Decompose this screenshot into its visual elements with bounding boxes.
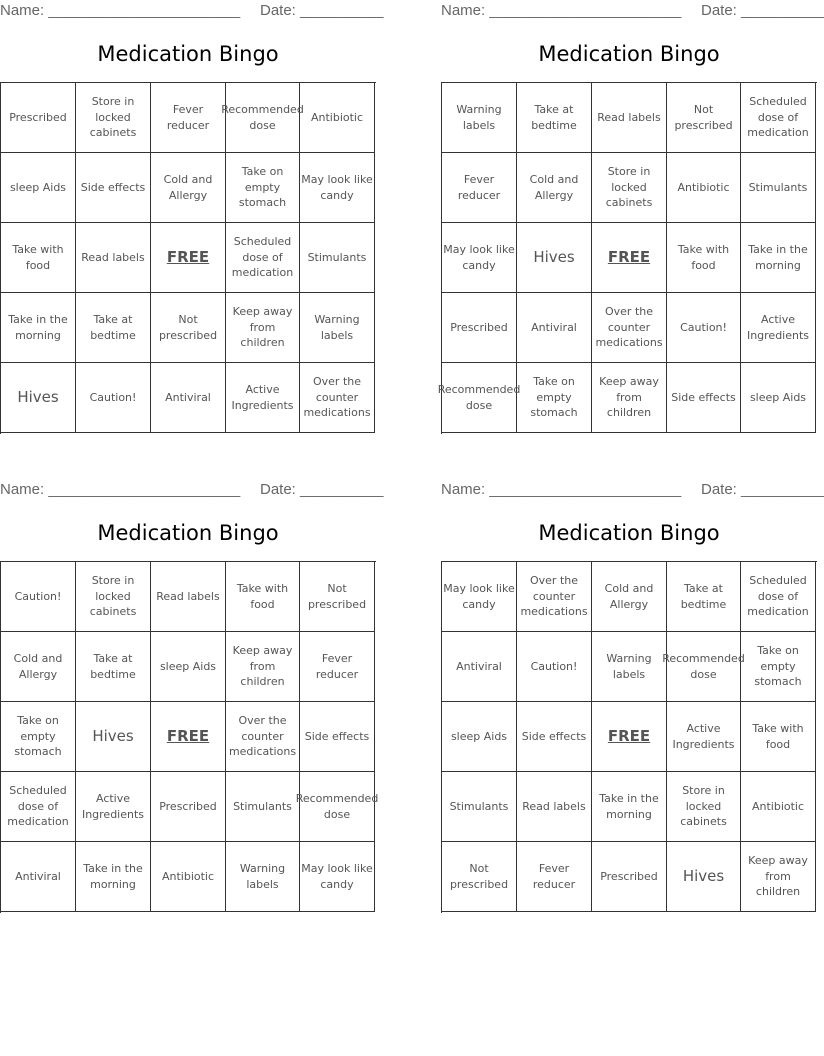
bingo-cell: Read labels	[517, 772, 592, 842]
bingo-cell: Recommended dose	[667, 632, 741, 702]
bingo-cell: Fever reducer	[300, 632, 375, 702]
bingo-cell: Stimulants	[300, 223, 375, 293]
bingo-cell: Take on empty stomach	[226, 153, 300, 223]
bingo-cell: Warning labels	[300, 293, 375, 363]
bingo-cell: Caution!	[1, 562, 76, 632]
bingo-cell: Take with food	[741, 702, 816, 772]
bingo-cell: Take at bedtime	[76, 293, 151, 363]
free-space: FREE	[592, 702, 667, 772]
bingo-cell: Antiviral	[151, 363, 226, 433]
bingo-card-3	[0, 479, 384, 913]
bingo-cell: Keep away from children	[226, 632, 300, 702]
bingo-cell: Not prescribed	[151, 293, 226, 363]
bingo-cell: Prescribed	[592, 842, 667, 912]
bingo-cell: Read labels	[592, 83, 667, 153]
bingo-cell: May look like candy	[300, 842, 375, 912]
bingo-cell: Side effects	[76, 153, 151, 223]
date-line: Date: __________	[260, 2, 384, 19]
bingo-cell: Antiviral	[1, 842, 76, 912]
card-title: Medication Bingo	[538, 521, 720, 545]
bingo-cell: Caution!	[667, 293, 741, 363]
bingo-cell: Hives	[76, 702, 151, 772]
bingo-cell: Keep away from children	[592, 363, 667, 433]
bingo-cell: Not prescribed	[667, 83, 741, 153]
bingo-cell: Over the counter medications	[517, 562, 592, 632]
bingo-cell: May look like candy	[442, 562, 517, 632]
bingo-cell: Over the counter medications	[300, 363, 375, 433]
bingo-cell: Store in locked cabinets	[592, 153, 667, 223]
bingo-cell: Take on empty stomach	[1, 702, 76, 772]
bingo-cell: Recommended dose	[226, 83, 300, 153]
bingo-cell: Over the counter medications	[592, 293, 667, 363]
bingo-cell: Take with food	[1, 223, 76, 293]
bingo-cell: sleep Aids	[741, 363, 816, 433]
bingo-cell: Hives	[517, 223, 592, 293]
bingo-cell: Scheduled dose of medication	[741, 83, 816, 153]
bingo-cell: Store in locked cabinets	[76, 562, 151, 632]
bingo-cell: Take in the morning	[76, 842, 151, 912]
bingo-cell: Caution!	[517, 632, 592, 702]
bingo-cell: Store in locked cabinets	[667, 772, 741, 842]
bingo-card-2	[437, 0, 824, 434]
card-header	[0, 2, 384, 20]
bingo-cell: Store in locked cabinets	[76, 83, 151, 153]
bingo-cell: Recommended dose	[442, 363, 517, 433]
bingo-cell: Active Ingredients	[667, 702, 741, 772]
bingo-cell: Prescribed	[151, 772, 226, 842]
bingo-cell: Scheduled dose of medication	[226, 223, 300, 293]
bingo-card-1	[0, 0, 384, 434]
bingo-cell: Active Ingredients	[741, 293, 816, 363]
bingo-cell: Side effects	[300, 702, 375, 772]
card-title: Medication Bingo	[538, 42, 720, 66]
bingo-cell: Fever reducer	[151, 83, 226, 153]
name-line: Name: _______________________	[441, 2, 682, 19]
date-line: Date: __________	[701, 481, 824, 498]
bingo-cell: Read labels	[151, 562, 226, 632]
bingo-cell: Warning labels	[226, 842, 300, 912]
bingo-cell: sleep Aids	[151, 632, 226, 702]
bingo-cell: Keep away from children	[741, 842, 816, 912]
bingo-card-4	[441, 479, 824, 913]
free-space: FREE	[151, 702, 226, 772]
date-line: Date: __________	[701, 2, 824, 19]
bingo-cell: Stimulants	[226, 772, 300, 842]
date-line: Date: __________	[260, 481, 384, 498]
bingo-cell: sleep Aids	[1, 153, 76, 223]
bingo-cell: Active Ingredients	[226, 363, 300, 433]
name-line: Name: _______________________	[0, 2, 241, 19]
bingo-cell: Stimulants	[741, 153, 816, 223]
bingo-cell: Warning labels	[442, 83, 517, 153]
bingo-cell: Take with food	[226, 562, 300, 632]
bingo-cell: Keep away from children	[226, 293, 300, 363]
bingo-cell: Fever reducer	[442, 153, 517, 223]
bingo-cell: Antibiotic	[741, 772, 816, 842]
bingo-cell: Caution!	[76, 363, 151, 433]
bingo-cell: Hives	[1, 363, 76, 433]
bingo-cell: Not prescribed	[300, 562, 375, 632]
bingo-cell: Hives	[667, 842, 741, 912]
free-space: FREE	[592, 223, 667, 293]
bingo-cell: Over the counter medications	[226, 702, 300, 772]
bingo-cell: Not prescribed	[442, 842, 517, 912]
bingo-cell: Recommended dose	[300, 772, 375, 842]
bingo-cell: sleep Aids	[442, 702, 517, 772]
bingo-grid	[437, 82, 817, 434]
bingo-cell: Side effects	[667, 363, 741, 433]
bingo-cell: Take in the morning	[592, 772, 667, 842]
bingo-cell: Antibiotic	[667, 153, 741, 223]
bingo-cell: Cold and Allergy	[151, 153, 226, 223]
bingo-cell: Antiviral	[442, 632, 517, 702]
bingo-cell: Stimulants	[442, 772, 517, 842]
bingo-cell: Antiviral	[517, 293, 592, 363]
bingo-cell: Take on empty stomach	[517, 363, 592, 433]
bingo-cell: Cold and Allergy	[517, 153, 592, 223]
bingo-cell: Antibiotic	[151, 842, 226, 912]
bingo-grid	[441, 561, 817, 913]
bingo-cell: Side effects	[517, 702, 592, 772]
name-line: Name: _______________________	[441, 481, 682, 498]
bingo-cell: Antibiotic	[300, 83, 375, 153]
card-header	[0, 481, 384, 499]
bingo-cell: Prescribed	[1, 83, 76, 153]
bingo-cell: Take with food	[667, 223, 741, 293]
bingo-grid	[0, 82, 376, 434]
bingo-cell: Cold and Allergy	[1, 632, 76, 702]
name-line: Name: _______________________	[0, 481, 241, 498]
bingo-cell: Scheduled dose of medication	[1, 772, 76, 842]
bingo-cell: Scheduled dose of medication	[741, 562, 816, 632]
card-title: Medication Bingo	[97, 42, 279, 66]
bingo-cell: Take on empty stomach	[741, 632, 816, 702]
bingo-cell: Take at bedtime	[517, 83, 592, 153]
bingo-cell: Active Ingredients	[76, 772, 151, 842]
bingo-cell: Cold and Allergy	[592, 562, 667, 632]
free-space: FREE	[151, 223, 226, 293]
bingo-grid	[0, 561, 379, 913]
bingo-cell: Warning labels	[592, 632, 667, 702]
bingo-cell: Read labels	[76, 223, 151, 293]
bingo-cell: May look like candy	[442, 223, 517, 293]
bingo-cell: Take at bedtime	[667, 562, 741, 632]
card-header	[441, 481, 824, 499]
bingo-cell: Take in the morning	[741, 223, 816, 293]
bingo-cell: May look like candy	[300, 153, 375, 223]
bingo-cell: Take in the morning	[1, 293, 76, 363]
bingo-cell: Prescribed	[442, 293, 517, 363]
bingo-cell: Take at bedtime	[76, 632, 151, 702]
card-title: Medication Bingo	[97, 521, 279, 545]
card-header	[441, 2, 824, 20]
bingo-cell: Fever reducer	[517, 842, 592, 912]
